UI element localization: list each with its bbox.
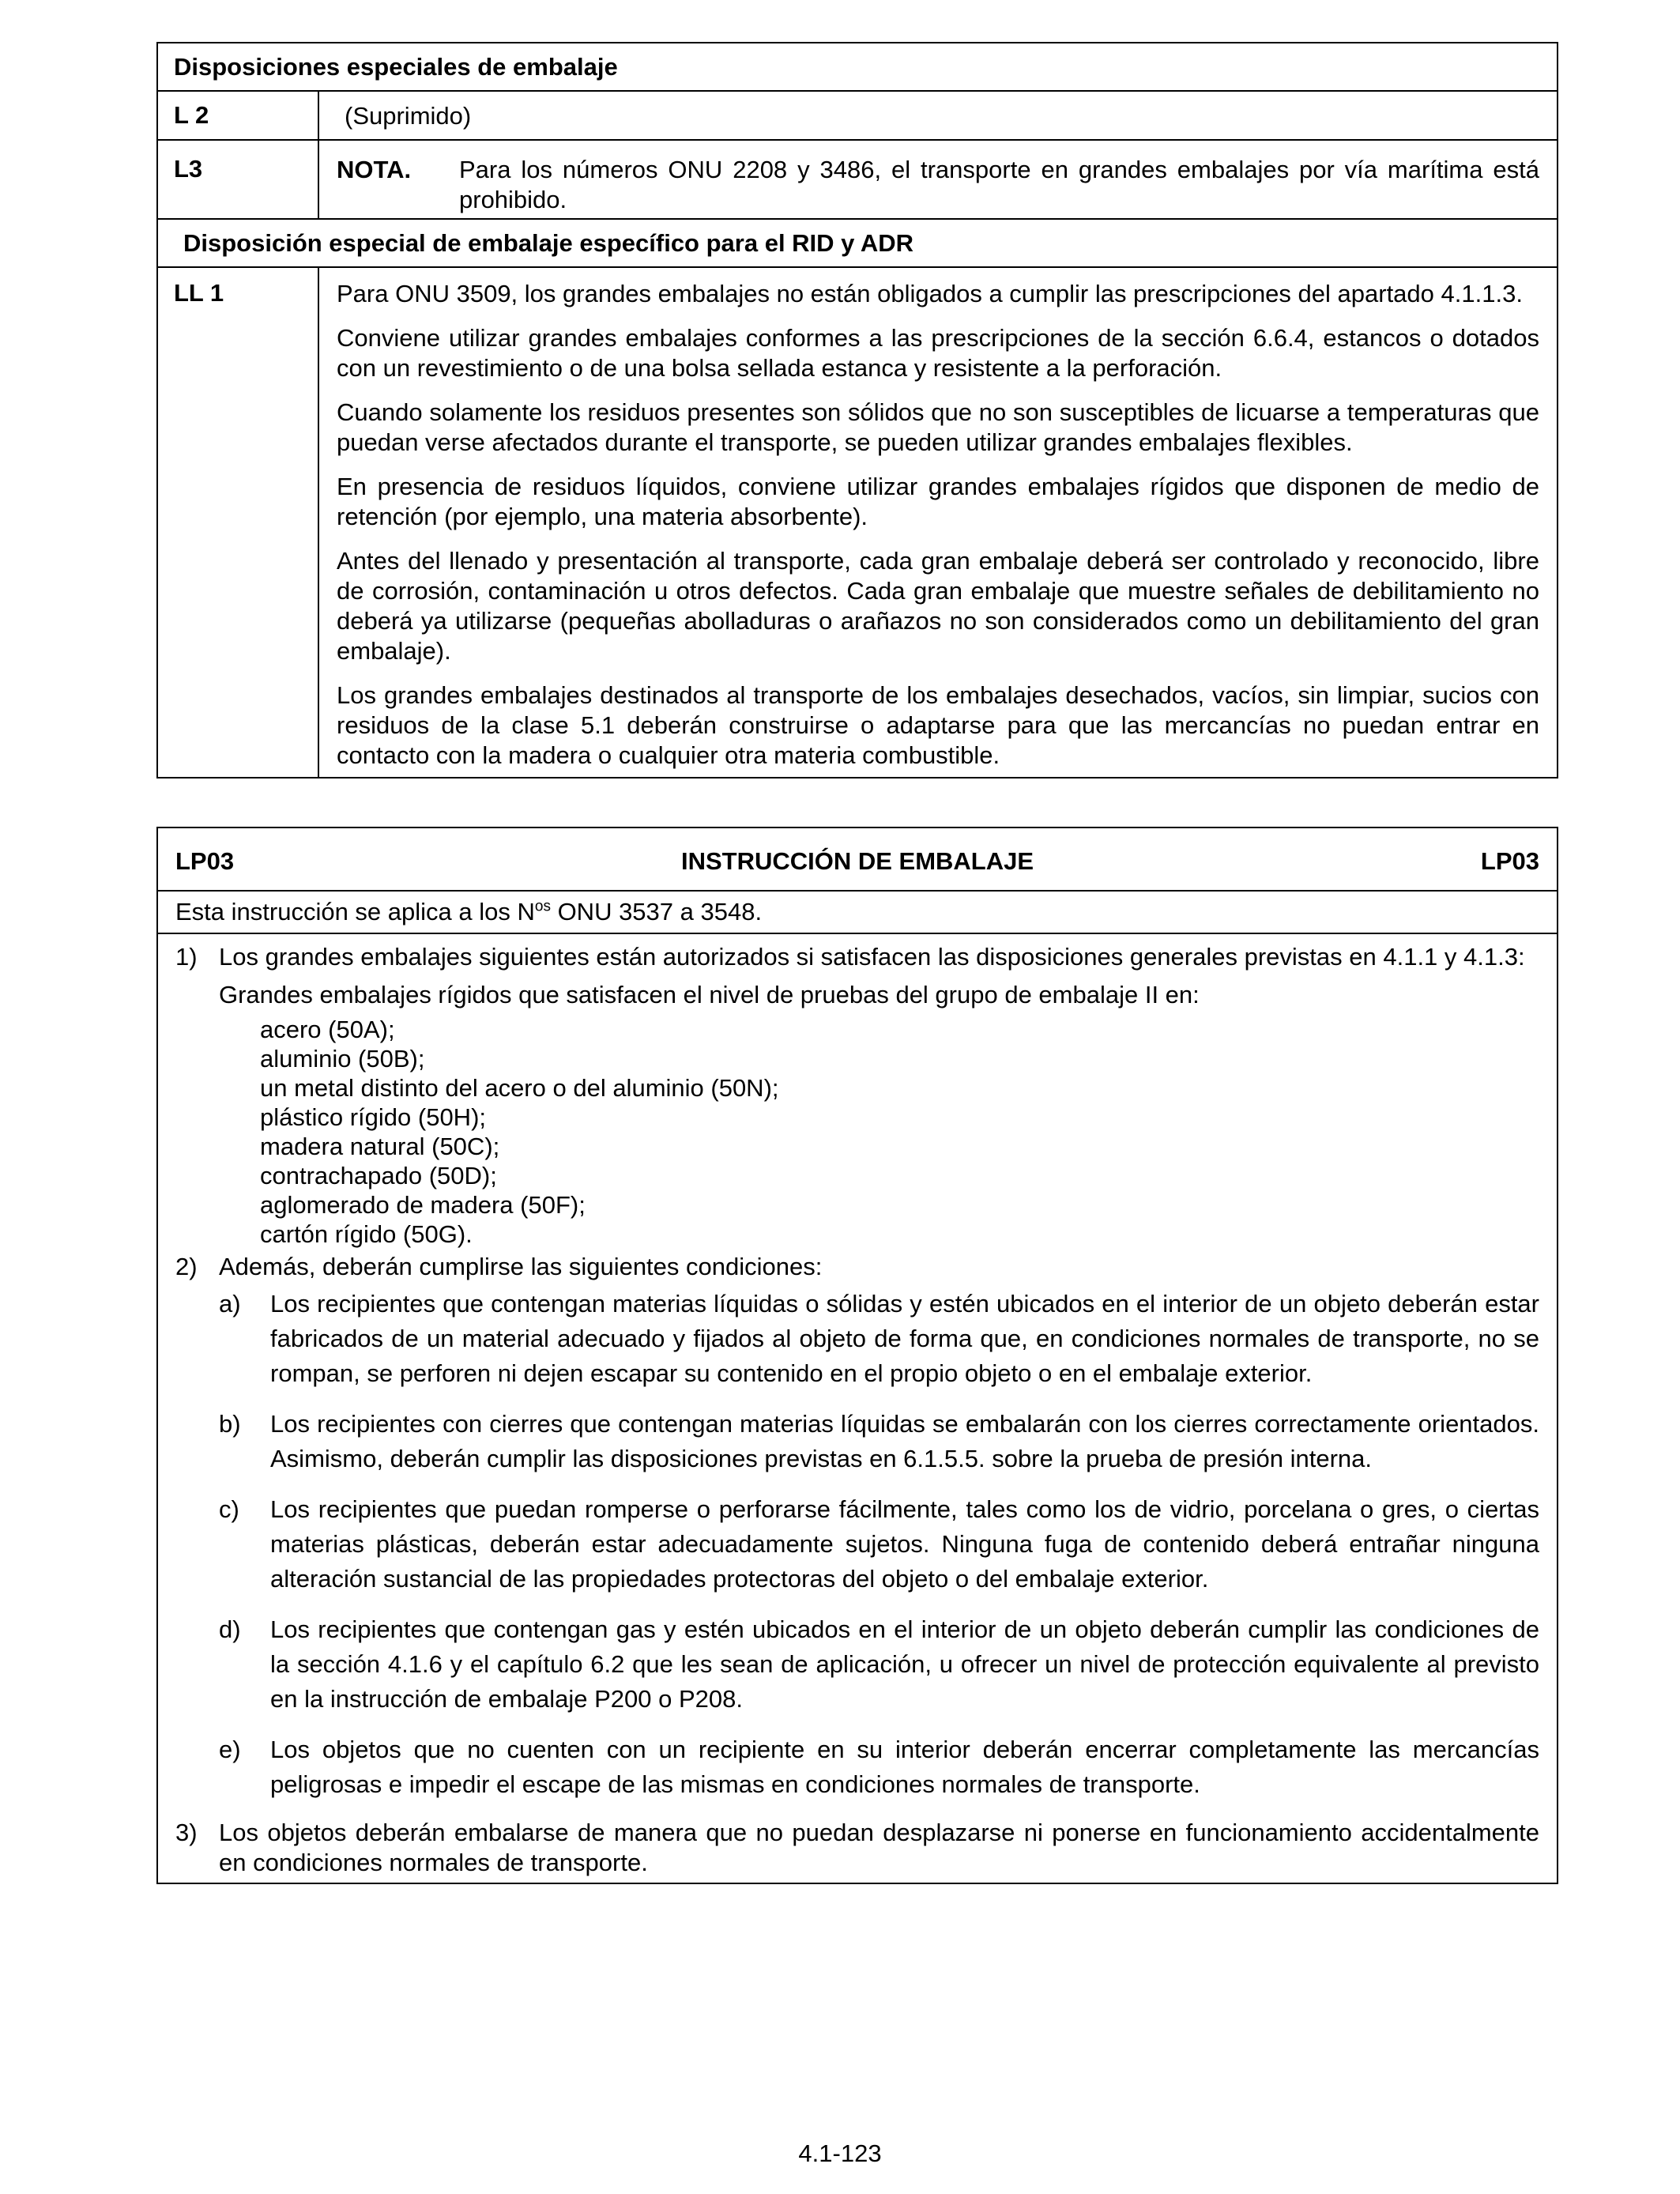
special-provisions-table [156, 42, 1558, 778]
material-item: aluminio (50B); [260, 1045, 425, 1072]
material-item: madera natural (50C); [260, 1133, 500, 1160]
paragraph: Antes del llenado y presentación al transporte, cada gran embalaje deberá ser controlado y reconocido, libre de corrosión, contaminación u otros defectos. Cada gran embalaje que muestre señales de debilitamiento no deberá ya utilizarse (pequeñas abolladuras o arañazos no son considerados como un debilitamiento del gran embalaje). [337, 547, 1539, 665]
instruction-code-left: LP03 [175, 847, 235, 875]
provision-text [319, 92, 1557, 139]
condition-item [219, 1732, 1539, 1802]
nota [337, 155, 1539, 215]
item-number: 2) [175, 1253, 198, 1280]
item-number: 1) [175, 943, 198, 971]
material-item: aglomerado de madera (50F); [260, 1191, 586, 1219]
conditions-list [219, 1287, 1539, 1802]
item-text: Los grandes embalajes siguientes están autorizados si satisfacen las disposiciones generales previstas en 4.1.1 y 4.1.3: [219, 943, 1525, 971]
paragraph: Para ONU 3509, los grandes embalajes no están obligados a cumplir las prescripciones del apartado 4.1.1.3. [337, 280, 1523, 308]
applies-prefix: Esta instrucción se aplica a los N [175, 898, 535, 925]
item-text: Además, deberán cumplirse las siguientes condiciones: [219, 1253, 823, 1280]
applies-superscript: os [534, 898, 551, 915]
materials-list [260, 1015, 1539, 1249]
material-item: acero (50A); [260, 1016, 395, 1043]
material-item: contrachapado (50D); [260, 1162, 497, 1189]
condition-item [219, 1407, 1539, 1476]
condition-item [219, 1612, 1539, 1717]
condition-letter: b) [219, 1410, 241, 1438]
nota-text: Para los números ONU 2208 y 3486, el transporte en grandes embalajes por vía marítima está prohibido. [459, 156, 1539, 214]
table-subheader: Disposición especial de embalaje específico para el RID y ADR [183, 229, 914, 258]
table-row-ll1 [158, 266, 1557, 777]
nota-label: NOTA. [337, 156, 412, 184]
suprimido-text: (Suprimido) [345, 102, 472, 130]
item-body [219, 942, 1539, 1249]
applies-suffix: ONU 3537 a 3548. [550, 898, 763, 925]
condition-letter: c) [219, 1495, 239, 1523]
paragraph: En presencia de residuos líquidos, conviene utilizar grandes embalajes rígidos que disponen de medio de retención (por ejemplo, una materia absorbente). [337, 473, 1539, 531]
condition-letter: d) [219, 1615, 241, 1643]
condition-text: Los objetos que no cuenten con un recipiente en su interior deberán encerrar completamente las mercancías peligrosas e impedir el escape de las mismas en condiciones normales de transporte. [270, 1736, 1539, 1798]
provision-code: LL 1 [158, 268, 319, 777]
table-row-l3 [158, 139, 1557, 218]
condition-text: Los recipientes con cierres que contengan materias líquidas se embalarán con los cierres correctamente orientados. Asimismo, deberán cumplir las disposiciones previstas en 6.1.5.5. sobre la prueba de presión interna. [270, 1410, 1539, 1472]
table-row-l2 [158, 90, 1557, 139]
item-number: 3) [175, 1819, 198, 1846]
item-body [219, 1252, 1539, 1818]
condition-item [219, 1287, 1539, 1391]
list-item [175, 942, 1539, 1249]
table-header-row [158, 43, 1557, 90]
material-item: un metal distinto del acero o del aluminio (50N); [260, 1074, 779, 1102]
paragraph: Cuando solamente los residuos presentes son sólidos que no son susceptibles de licuarse a temperaturas que puedan verse afectados durante el transporte, se pueden utilizar grandes embalajes flexibles. [337, 398, 1539, 457]
table-header: Disposiciones especiales de embalaje [174, 53, 618, 81]
provision-text [319, 141, 1557, 218]
condition-letter: a) [219, 1290, 241, 1318]
paragraph: Conviene utilizar grandes embalajes conformes a las prescripciones de la sección 6.6.4, estancos o dotados con un revestimiento o de una bolsa sellada estanca y resistente a la perforación. [337, 324, 1539, 383]
page-number: 4.1-123 [798, 2139, 882, 2167]
item-text: Los objetos deberán embalarse de manera que no puedan desplazarse ni ponerse en funcionamiento accidentalmente en condiciones normales de transporte. [219, 1819, 1539, 1876]
paragraph: Los grandes embalajes destinados al transporte de los embalajes desechados, vacíos, sin limpiar, sucios con residuos de la clase 5.1 deberán construirse o adaptarse para que las mercancías no puedan entrar en contacto con la madera o cualquier otra materia combustible. [337, 681, 1539, 770]
condition-text: Los recipientes que contengan gas y estén ubicados en el interior de un objeto deberán cumplir las condiciones de la sección 4.1.6 y el capítulo 6.2 que les sean de aplicación, u ofrecer un nivel de protección equivalente al previsto en la instrucción de embalaje P200 o P208. [270, 1615, 1539, 1713]
condition-item [219, 1492, 1539, 1596]
condition-text: Los recipientes que contengan materias líquidas o sólidas y estén ubicados en el interior de un objeto deberán estar fabricados de un material adecuado y fijados al objeto de forma que, en condiciones normales de transporte, no se rompan, se perforen ni dejen escapar su contenido en el propio objeto o en el embalaje exterior. [270, 1290, 1539, 1387]
condition-text: Los recipientes que puedan romperse o perforarse fácilmente, tales como los de vidrio, porcelana o gres, o ciertas materias plásticas, deberán estar adecuadamente sujetos. Ninguna fuga de contenido deberá entrañar ninguna alteración sustancial de las propiedades protectoras del objeto o del embalaje exterior. [270, 1495, 1539, 1593]
material-item: plástico rígido (50H); [260, 1103, 487, 1131]
provision-code: L 2 [158, 92, 319, 139]
material-item: cartón rígido (50G). [260, 1220, 473, 1248]
instruction-title: INSTRUCCIÓN DE EMBALAJE [680, 847, 1034, 875]
provision-paragraphs [319, 268, 1557, 777]
list-item [175, 1252, 1539, 1818]
instruction-content [158, 934, 1557, 1883]
packing-instruction-table [156, 827, 1558, 1884]
list-item [175, 1818, 1539, 1878]
instruction-title-bar [158, 828, 1557, 892]
item-intro: Grandes embalajes rígidos que satisfacen el nivel de pruebas del grupo de embalaje II en: [219, 981, 1200, 1008]
provision-code: L3 [158, 141, 319, 218]
applies-to-line [158, 892, 1557, 934]
instruction-code-right: LP03 [1480, 847, 1539, 875]
table-header-row-2 [158, 218, 1557, 266]
condition-letter: e) [219, 1736, 241, 1763]
